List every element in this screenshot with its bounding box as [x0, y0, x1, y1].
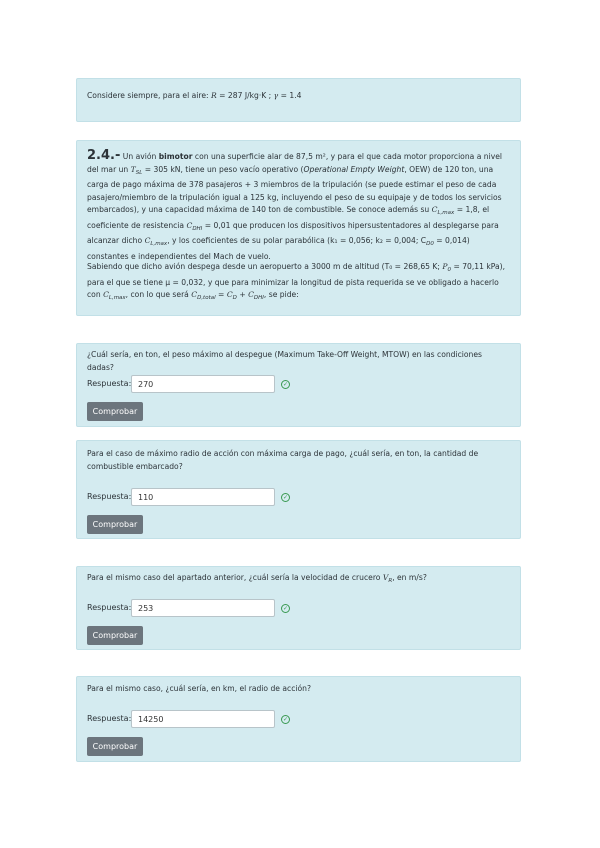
- equation: C: [191, 290, 198, 299]
- problem-card: [76, 140, 521, 316]
- v-symbol: V: [382, 573, 389, 582]
- constants-card: [76, 78, 521, 122]
- check-button[interactable]: Comprobar: [87, 515, 143, 534]
- subscript: D: [232, 295, 237, 301]
- answer-label: Respuesta:: [87, 379, 132, 388]
- correct-check-icon: ✓: [282, 494, 289, 501]
- subscript: DHI: [253, 295, 264, 301]
- text-run: Un avión: [122, 152, 157, 161]
- constants-text: [87, 90, 510, 103]
- problem-paragraph-1: [87, 150, 510, 263]
- cd-symbol: C: [186, 220, 193, 230]
- t-symbol: T: [130, 164, 136, 174]
- text-run: , se pide:: [263, 290, 299, 299]
- answer-label: Respuesta:: [87, 714, 132, 723]
- subscript: L,max: [108, 295, 126, 301]
- question-card-3: [76, 566, 521, 650]
- answer-label: Respuesta:: [87, 603, 132, 612]
- subscript: R: [388, 578, 393, 584]
- gamma-symbol: γ: [273, 91, 279, 100]
- text-run: , y los coeficientes de su polar parabólica (k₁ = 0,056; k₂ = 0,004; C: [167, 236, 427, 245]
- answer-label: Respuesta:: [87, 492, 132, 501]
- answer-input[interactable]: [131, 599, 275, 617]
- question-card-1: [76, 343, 521, 427]
- equation: = C: [215, 290, 233, 299]
- gamma-value: = 1.4: [280, 91, 302, 100]
- question-text: [87, 572, 510, 588]
- question-text: ¿Cuál sería, en ton, el peso máximo al despegue (Maximum Take-Off Weight, MTOW) en las condiciones dadas?: [87, 350, 482, 372]
- check-button[interactable]: Comprobar: [87, 626, 143, 645]
- subscript: DHI: [192, 225, 203, 232]
- text-run: , con lo que será: [125, 290, 189, 299]
- text-run: Para el mismo caso del apartado anterior, ¿cuál sería la velocidad de crucero: [87, 573, 381, 582]
- check-button[interactable]: Comprobar: [87, 737, 143, 756]
- problem-paragraph-2: [87, 261, 510, 305]
- answer-input[interactable]: [131, 488, 275, 506]
- problem-number: 2.4.-: [87, 148, 121, 163]
- text-run: , en m/s?: [392, 573, 427, 582]
- cl-symbol: C: [431, 205, 438, 214]
- cl-symbol: C: [144, 236, 151, 245]
- question-card-4: [76, 676, 521, 762]
- subscript: L,max: [150, 241, 168, 247]
- text-run: = 70,11 kPa), para el que se tiene μ = 0,032, y que para minimizar la longitud de pista requerida se ve obligado a hacerlo con: [87, 262, 506, 299]
- text-run: Sabiendo que dicho avión despega desde un aeropuerto a 3000 m de altitud (T₀ = 268,65 K;: [87, 262, 440, 271]
- text-run: = 0,014) constantes e independientes del Mach de vuelo.: [87, 236, 470, 261]
- italic-term: Operational Empty Weight: [303, 164, 405, 174]
- subscript: D0: [426, 241, 434, 247]
- text-run: = 1,8, el coeficiente de resistencia: [87, 205, 490, 230]
- p-symbol: P: [442, 262, 448, 271]
- equation: + C: [236, 290, 254, 299]
- cl-symbol: C: [103, 290, 109, 299]
- subscript: D,total: [197, 295, 216, 301]
- text-run: = 0,01 que producen los dispositivos hipersustentadores al desplegarse para alcanzar dicho: [87, 220, 499, 245]
- text-run: con una superficie alar de 87,5 m², y para el que cada motor proporciona a nivel del mar un: [87, 152, 502, 174]
- question-card-2: [76, 440, 521, 539]
- answer-input[interactable]: [131, 375, 275, 393]
- answer-input[interactable]: [131, 710, 275, 728]
- subscript: L,max: [437, 210, 455, 216]
- correct-check-icon: ✓: [282, 716, 289, 723]
- correct-check-icon: ✓: [282, 605, 289, 612]
- correct-check-icon: ✓: [282, 381, 289, 388]
- check-button[interactable]: Comprobar: [87, 402, 143, 421]
- question-text: Para el mismo caso, ¿cuál sería, en km, el radio de acción?: [87, 684, 311, 693]
- bimotor-bold: bimotor: [158, 152, 193, 161]
- question-text: Para el caso de máximo radio de acción con máxima carga de pago, ¿cuál sería, en ton, la cantidad de combustible embarcado?: [87, 449, 479, 471]
- text-run: , OEW) de 120 ton, una carga de pago máxima de 378 pasajeros + 3 miembros de la tripulación (se puede estimar el peso de cada pasajero/miembro de la tripulación igual a 125 kg, incluyendo el peso de su equipaje y de todos los servicios embarcados), y una capacidad máxima de 140 ton de combustible. Se conoce además su: [87, 164, 502, 214]
- text-run: = 305 kN, tiene un peso vacío operativo (: [144, 164, 304, 174]
- subscript: SL: [135, 169, 143, 176]
- constants-intro: Considere siempre, para el aire:: [87, 91, 209, 100]
- subscript: 0: [447, 267, 452, 273]
- r-value: = 287 J/kg·K ;: [219, 91, 272, 100]
- r-symbol: R: [211, 91, 217, 100]
